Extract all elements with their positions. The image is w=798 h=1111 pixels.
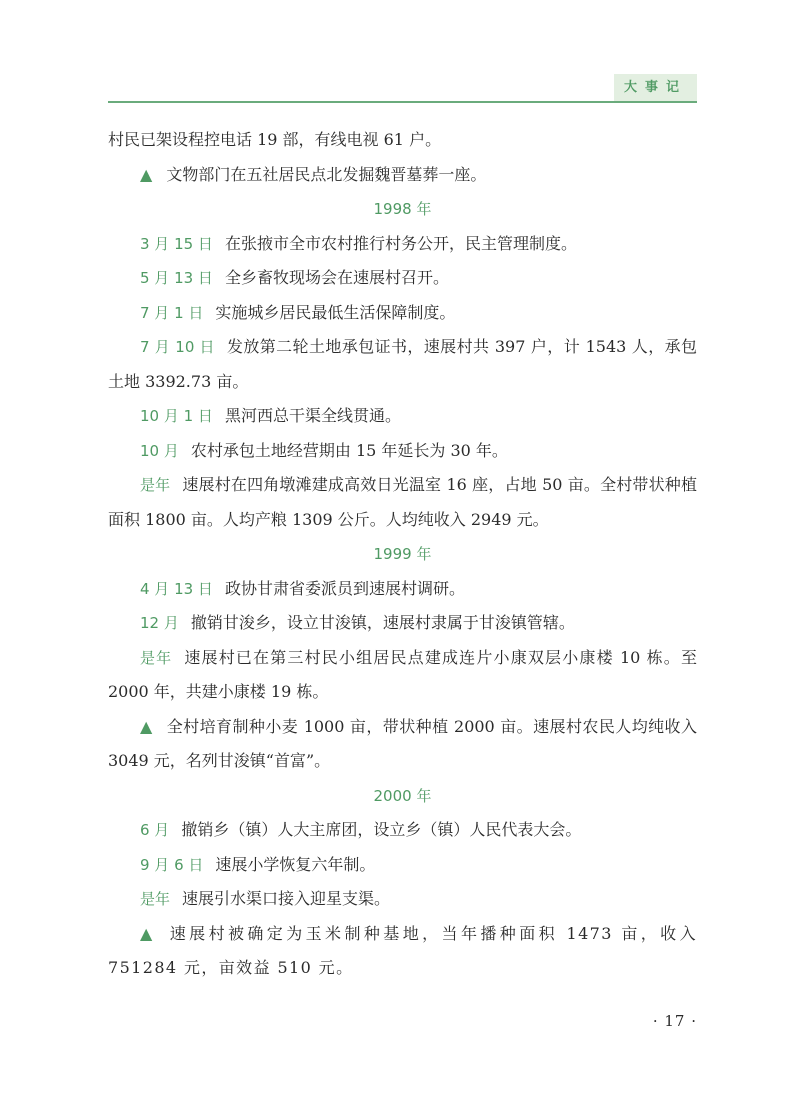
chronicle-entry xyxy=(108,227,697,262)
entry-text: 撤销乡（镇）人大主席团，设立乡（镇）人民代表大会。 xyxy=(181,820,582,839)
entry-date: 是年 xyxy=(140,476,171,494)
entry-date: 5 月 13 日 xyxy=(140,269,213,287)
chronicle-body xyxy=(108,123,697,986)
chronicle-entry xyxy=(108,399,697,434)
chronicle-entry xyxy=(108,261,697,296)
triangle-marker-icon: ▲ xyxy=(140,716,153,736)
chronicle-entry xyxy=(108,606,697,641)
entry-date: 10 月 xyxy=(140,441,179,460)
entry-date: 是年 xyxy=(140,648,173,667)
entry-date: 6 月 xyxy=(140,821,170,839)
entry-date: 4 月 13 日 xyxy=(140,579,213,598)
entry-text: 黑河西总干渠全线贯通。 xyxy=(224,406,401,425)
entry-text: 发放第二轮土地承包证书，速展村共 397 户，计 1543 人，承包土地 3392.73 亩。 xyxy=(108,337,697,391)
chronicle-entry xyxy=(108,848,697,883)
chronicle-entry xyxy=(108,330,697,399)
header-divider xyxy=(108,101,697,103)
entry-text: 速展引水渠口接入迎星支渠。 xyxy=(182,889,391,908)
chronicle-entry xyxy=(108,710,697,779)
entry-date: 7 月 10 日 xyxy=(140,338,215,356)
section-header-tab: 大事记 xyxy=(614,74,697,101)
entry-text: 文物部门在五社居民点北发掘魏晋墓葬一座。 xyxy=(166,164,487,184)
chronicle-entry xyxy=(108,123,697,158)
chronicle-entry xyxy=(108,641,697,710)
entry-date: 3 月 15 日 xyxy=(140,234,213,253)
year-heading: 1998 年 xyxy=(373,200,432,218)
chronicle-entry xyxy=(108,917,697,986)
entry-date: 7 月 1 日 xyxy=(140,303,204,322)
chronicle-entry xyxy=(108,158,697,193)
chronicle-entry xyxy=(108,882,697,917)
chronicle-entry xyxy=(108,296,697,331)
entry-date: 9 月 6 日 xyxy=(140,855,204,874)
triangle-marker-icon: ▲ xyxy=(140,923,156,943)
page-number: · 17 · xyxy=(652,1012,697,1030)
entry-text: 撤销甘浚乡，设立甘浚镇，速展村隶属于甘浚镇管辖。 xyxy=(190,613,575,632)
triangle-marker-icon: ▲ xyxy=(140,164,153,184)
entry-text: 村民已架设程控电话 19 部，有线电视 61 户。 xyxy=(108,130,442,149)
entry-text: 政协甘肃省委派员到速展村调研。 xyxy=(224,578,465,598)
chronicle-entry xyxy=(108,468,697,537)
year-heading: 2000 年 xyxy=(373,786,432,805)
entry-date: 10 月 1 日 xyxy=(140,407,213,425)
chronicle-entry xyxy=(108,813,697,848)
entry-date: 12 月 xyxy=(140,614,179,632)
entry-text: 速展小学恢复六年制。 xyxy=(215,854,376,874)
entry-text: 实施城乡居民最低生活保障制度。 xyxy=(215,302,456,322)
entry-text: 速展村被确定为玉米制种基地，当年播种面积 1473 亩，收入 751284 元，亩效益 510 元。 xyxy=(108,923,697,977)
entry-date: 是年 xyxy=(140,890,171,908)
chronicle-entry xyxy=(108,572,697,607)
entry-text: 农村承包土地经营期由 15 年延长为 30 年。 xyxy=(190,440,508,460)
entry-text: 全村培育制种小麦 1000 亩，带状种植 2000 亩。速展村农民人均纯收入 3049 元，名列甘浚镇“首富”。 xyxy=(108,716,697,770)
entry-text: 速展村在四角墩滩建成高效日光温室 16 座，占地 50 亩。全村带状种植面积 1800 亩。人均产粮 1309 公斤。人均纯收入 2949 元。 xyxy=(108,475,697,529)
chronicle-entry xyxy=(108,434,697,469)
entry-text: 全乡畜牧现场会在速展村召开。 xyxy=(224,268,449,287)
entry-text: 速展村已在第三村民小组居民点建成连片小康双层小康楼 10 栋。至 2000 年，共建小康楼 19 栋。 xyxy=(108,647,697,701)
entry-text: 在张掖市全市农村推行村务公开，民主管理制度。 xyxy=(224,233,577,253)
year-heading: 1999 年 xyxy=(373,545,432,563)
